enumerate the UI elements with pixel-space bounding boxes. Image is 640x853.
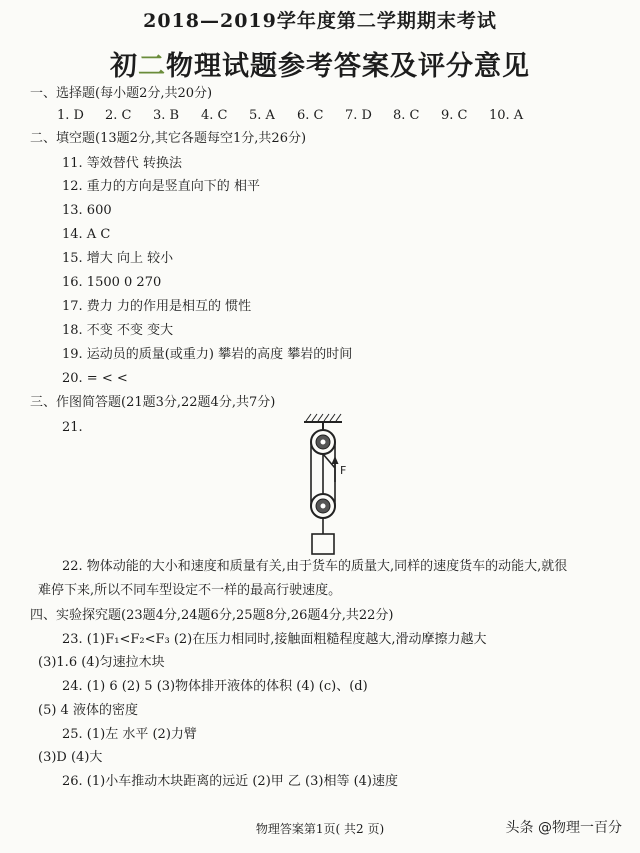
watermark: 头条 @物理一百分 bbox=[505, 820, 622, 836]
answer-8: 8. C bbox=[393, 108, 420, 123]
answer-9: 9. C bbox=[441, 108, 468, 123]
fill-item-19: 19. 运动员的质量(或重力) 攀岩的高度 攀岩的时间 bbox=[62, 347, 353, 362]
page-footer: 物理答案第1页( 共2 页) bbox=[255, 822, 385, 836]
section-4-title: 四、实验探究题(23题4分,24题6分,25题8分,26题4分,共22分) bbox=[30, 608, 394, 623]
q25-line-1: 25. (1)左 水平 (2)力臂 bbox=[62, 727, 197, 742]
q22-line-2: 难停下来,所以不同车型设定不一样的最高行驶速度。 bbox=[38, 583, 342, 598]
title-suffix: 物理试题参考答案及评分意见 bbox=[166, 51, 530, 82]
movable-pulley bbox=[311, 494, 335, 518]
q25-line-2: (3)D (4)大 bbox=[38, 750, 103, 765]
force-label: F bbox=[340, 464, 347, 477]
pulley-diagram bbox=[280, 410, 370, 560]
fill-item-15: 15. 增大 向上 较小 bbox=[62, 251, 174, 266]
answer-3: 3. B bbox=[153, 108, 180, 123]
fill-item-11: 11. 等效替代 转换法 bbox=[62, 156, 182, 171]
q24-line-1: 24. (1) 6 (2) 5 (3)物体排开液体的体积 (4) (c)、(d) bbox=[62, 679, 368, 694]
answer-1: 1. D bbox=[57, 108, 84, 123]
fill-item-20: 20. = < < bbox=[62, 371, 128, 386]
section-2-title: 二、填空题(13题2分,其它各题每空1分,共26分) bbox=[30, 131, 307, 146]
q23-line-1: 23. (1)F₁<F₂<F₃ (2)在压力相同时,接触面粗糙程度越大,滑动摩擦力越大 bbox=[62, 632, 487, 647]
q24-line-2: (5) 4 液体的密度 bbox=[38, 703, 138, 718]
ceiling-hatch bbox=[306, 414, 341, 421]
section-1-title: 一、选择题(每小题2分,共20分) bbox=[30, 86, 213, 101]
force-arrow bbox=[332, 456, 339, 482]
answer-7: 7. D bbox=[345, 108, 372, 123]
answer-5: 5. A bbox=[249, 108, 275, 123]
q22-line-1: 22. 物体动能的大小和速度和质量有关,由于货车的质量大,同样的速度货车的动能大,就很 bbox=[62, 559, 568, 574]
fill-item-14: 14. A C bbox=[62, 227, 111, 242]
answer-6: 6. C bbox=[297, 108, 324, 123]
answer-10: 10. A bbox=[489, 108, 524, 123]
q26-line-1: 26. (1)小车推动木块距离的远近 (2)甲 乙 (3)相等 (4)速度 bbox=[62, 774, 398, 789]
fill-item-18: 18. 不变 不变 变大 bbox=[62, 323, 174, 338]
fill-item-16: 16. 1500 0 270 bbox=[62, 275, 162, 290]
choice-answers bbox=[57, 108, 537, 124]
load-block bbox=[312, 534, 334, 554]
q23-line-2: (3)1.6 (4)匀速拉木块 bbox=[38, 655, 165, 670]
answer-4: 4. C bbox=[201, 108, 228, 123]
title-grade: 二 bbox=[138, 51, 166, 82]
page-title bbox=[0, 44, 640, 83]
q21-label: 21. bbox=[62, 420, 83, 435]
section-3-title: 三、作图简答题(21题3分,22题4分,共7分) bbox=[30, 395, 276, 410]
fixed-pulley bbox=[311, 430, 335, 454]
exam-header: 2018—2019学年度第二学期期末考试 bbox=[143, 10, 497, 32]
fill-item-12: 12. 重力的方向是竖直向下的 相平 bbox=[62, 179, 260, 194]
title-prefix: 初 bbox=[110, 51, 138, 82]
fill-item-17: 17. 费力 力的作用是相互的 惯性 bbox=[62, 299, 252, 314]
fill-item-13: 13. 600 bbox=[62, 203, 112, 218]
answer-2: 2. C bbox=[105, 108, 132, 123]
